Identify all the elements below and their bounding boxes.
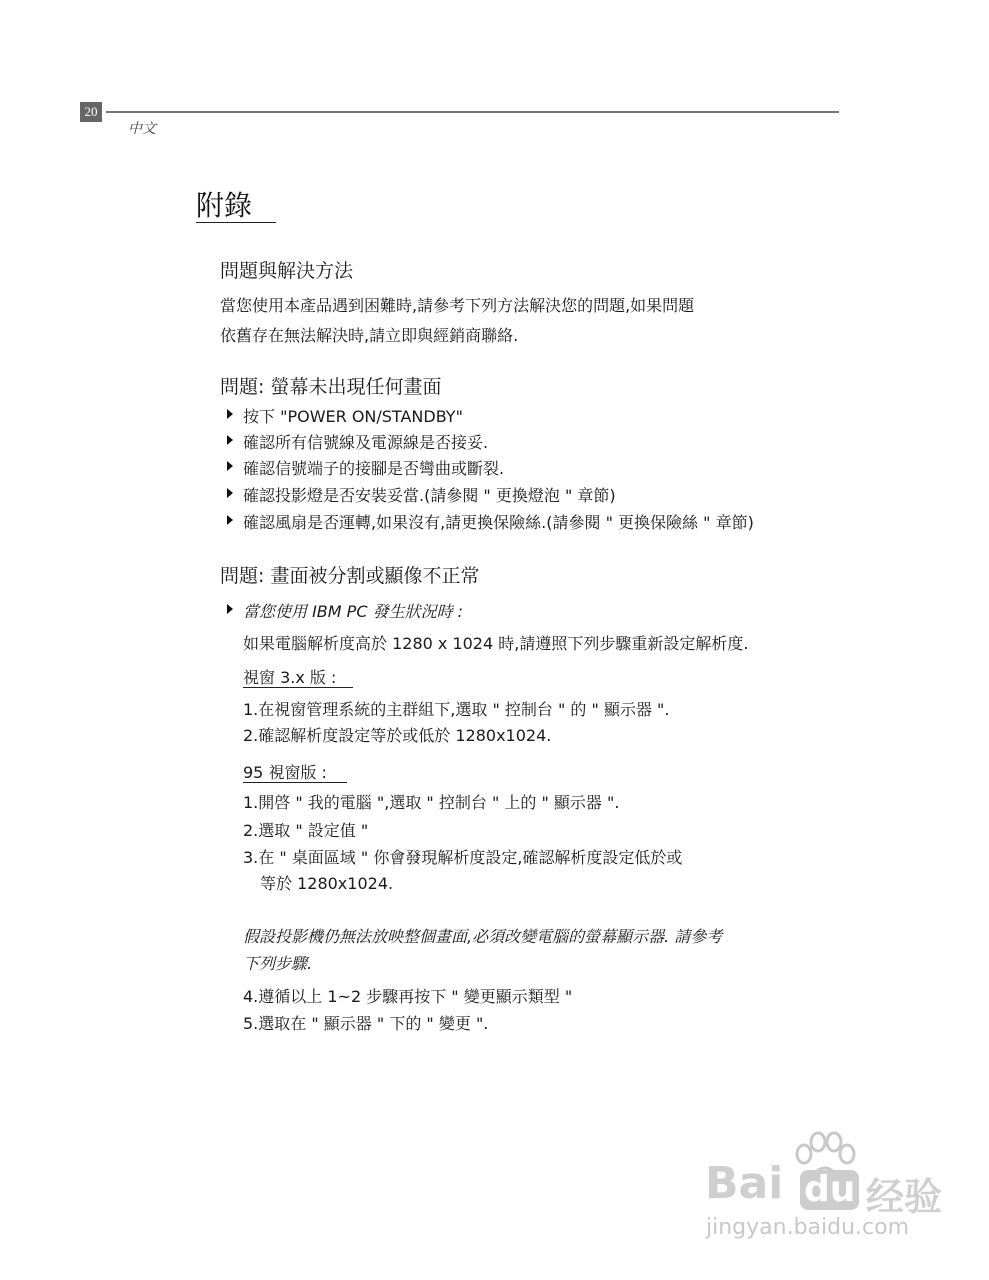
bullet-arrow-icon: [227, 435, 233, 445]
problem-heading: 問題: 畫面被分割或顯像不正常: [220, 565, 480, 587]
watermark-url: jingyan.baidu.com: [706, 1215, 910, 1240]
checklist-item: 確認所有信號線及電源線是否接妥.: [243, 433, 489, 452]
step-item: 1.在視窗管理系統的主群組下,選取 " 控制台 " 的 " 顯示器 ".: [243, 700, 670, 719]
problem-heading: 問題: 螢幕未出現任何畫面: [220, 376, 442, 398]
section-heading: 問題與解決方法: [220, 260, 354, 282]
bullet-arrow-icon: [227, 461, 233, 471]
step-item: 3.在 " 桌面區域 " 你會發現解析度設定,確認解析度設定低於或: [243, 848, 683, 867]
header-rule: [106, 111, 839, 113]
checklist-item: 確認投影燈是否安裝妥當.(請參閱 " 更換燈泡 " 章節): [243, 486, 616, 505]
watermark-product: 经验: [866, 1175, 943, 1219]
note-line: 下列步驟.: [243, 954, 313, 973]
bullet-arrow-icon: [227, 488, 233, 498]
case-heading: 當您使用 IBM PC 發生狀況時 :: [243, 602, 464, 621]
step-item: 4.遵循以上 1~2 步驟再按下 " 變更顯示類型 ": [243, 987, 573, 1006]
intro-line: 依舊存在無法解決時,請立即與經銷商聯絡.: [220, 326, 519, 345]
step-item: 等於 1280x1024.: [260, 874, 394, 893]
step-item: 2.確認解析度設定等於或低於 1280x1024.: [243, 726, 552, 745]
win95-label-underline: [243, 782, 347, 783]
checklist-item: 按下 "POWER ON/STANDBY": [243, 407, 463, 426]
win3-label: 視窗 3.x 版 :: [243, 668, 337, 687]
language-label: 中文: [128, 121, 156, 137]
bullet-arrow-icon: [227, 515, 233, 525]
watermark-brand-box: du: [800, 1170, 859, 1210]
title-underline: [196, 222, 276, 223]
page-title: 附錄: [196, 189, 253, 222]
step-item: 2.選取 " 設定值 ": [243, 821, 369, 840]
step-item: 5.選取在 " 顯示器 " 下的 " 變更 ".: [243, 1014, 489, 1033]
checklist-item: 確認風扇是否運轉,如果沒有,請更換保險絲.(請參閱 " 更換保險絲 " 章節): [243, 513, 754, 532]
win95-label: 95 視窗版 :: [243, 763, 327, 782]
page-number: 20: [80, 102, 102, 122]
bullet-arrow-icon: [227, 604, 233, 614]
watermark-brand: Bai: [705, 1158, 784, 1209]
intro-line: 當您使用本產品遇到困難時,請參考下列方法解決您的問題,如果問題: [220, 296, 695, 315]
win3-label-underline: [243, 687, 353, 688]
bullet-arrow-icon: [227, 409, 233, 419]
case-text: 如果電腦解析度高於 1280 x 1024 時,請遵照下列步驟重新設定解析度.: [243, 634, 749, 653]
checklist-item: 確認信號端子的接腳是否彎曲或斷裂.: [243, 459, 505, 478]
note-line: 假設投影機仍無法放映整個畫面,必須改變電腦的螢幕顯示器. 請參考: [243, 927, 723, 946]
step-item: 1.開啓 " 我的電腦 ",選取 " 控制台 " 上的 " 顯示器 ".: [243, 793, 620, 812]
